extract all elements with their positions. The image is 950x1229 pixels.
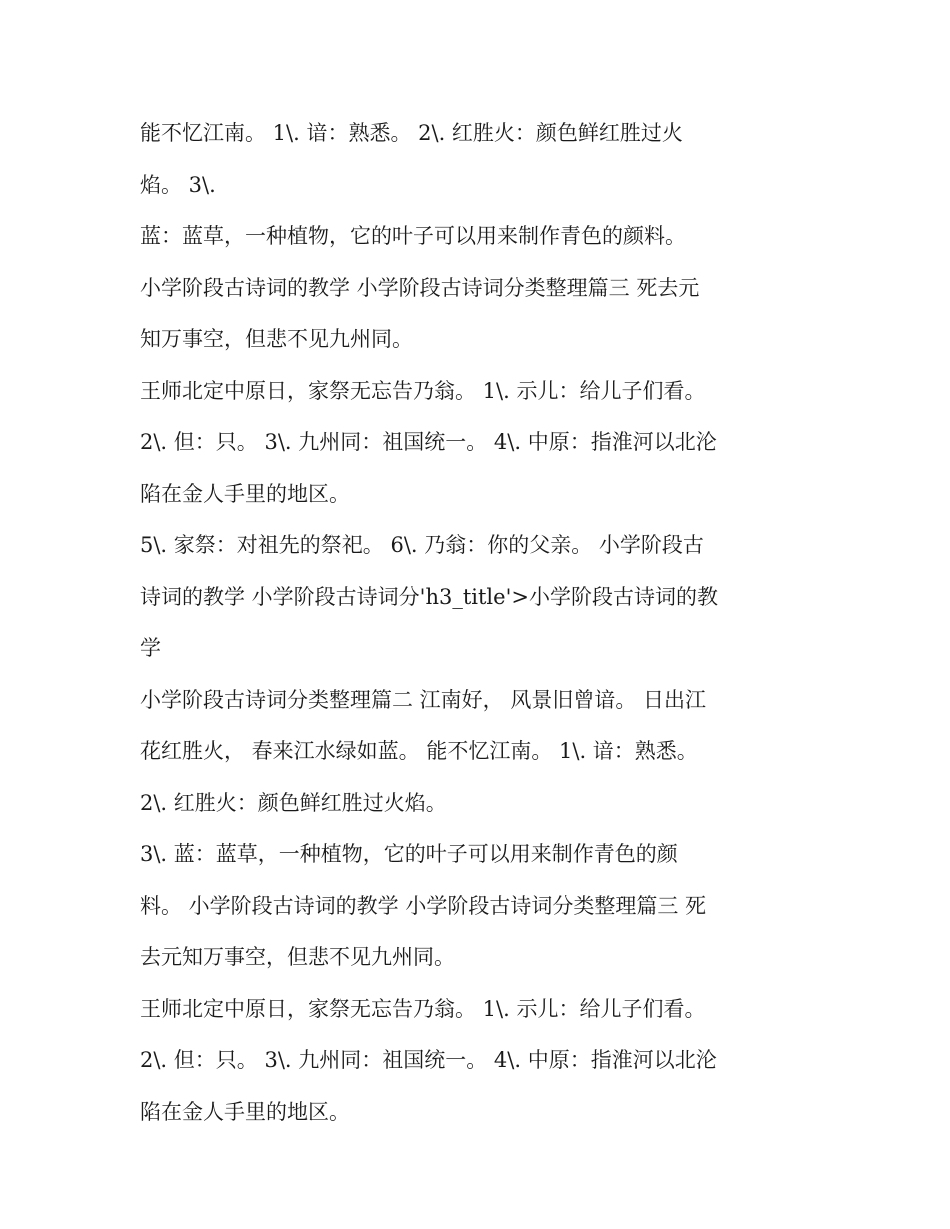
text-line: 小学阶段古诗词的教学 小学阶段古诗词分类整理篇三 死去元 [140,275,700,300]
text-line: 2\. 但：只。 3\. 九州同：祖国统一。 4\. 中原：指淮河以北沦 [140,430,717,454]
text-line: 王师北定中原日，家祭无忘告乃翁。 1\. 示儿：给儿子们看。 [140,378,706,403]
text-line: 知万事空，但悲不见九州同。 [140,327,413,351]
text-line: 陷在金人手里的地区。 [140,481,350,506]
text-line: 花红胜火， 春来江水绿如蓝。 能不忆江南。 1\. 谙：熟悉。 [140,739,698,763]
text-line: 学 [140,636,161,660]
text-line: 能不忆江南。 1\. 谙：熟悉。 2\. 红胜火：颜色鲜红胜过火 [140,121,683,145]
document-body-text [140,108,820,1138]
text-line: 焰。 3\. [140,172,216,197]
text-line: 料。 小学阶段古诗词的教学 小学阶段古诗词分类整理篇三 死 [140,893,707,918]
text-line: 蓝：蓝草，一种植物，它的叶子可以用来制作青色的颜料。 [140,224,686,248]
text-line: 去元知万事空，但悲不见九州同。 [140,945,455,969]
text-line: 3\. 蓝：蓝草，一种植物，它的叶子可以用来制作青色的颜 [140,842,678,866]
text-line: 5\. 家祭：对祖先的祭祀。 6\. 乃翁：你的父亲。 小学阶段古 [140,533,704,557]
text-line: 2\. 但：只。 3\. 九州同：祖国统一。 4\. 中原：指淮河以北沦 [140,1048,717,1072]
text-line: 陷在金人手里的地区。 [140,1099,350,1124]
text-line: 2\. 红胜火：颜色鲜红胜过火焰。 [140,790,447,815]
text-line: 诗词的教学 小学阶段古诗词分'h3_title'>小学阶段古诗词的教 [140,584,718,609]
text-line: 王师北定中原日，家祭无忘告乃翁。 1\. 示儿：给儿子们看。 [140,996,706,1021]
text-line: 小学阶段古诗词分类整理篇二 江南好， 风景旧曾谙。 日出江 [140,687,707,712]
